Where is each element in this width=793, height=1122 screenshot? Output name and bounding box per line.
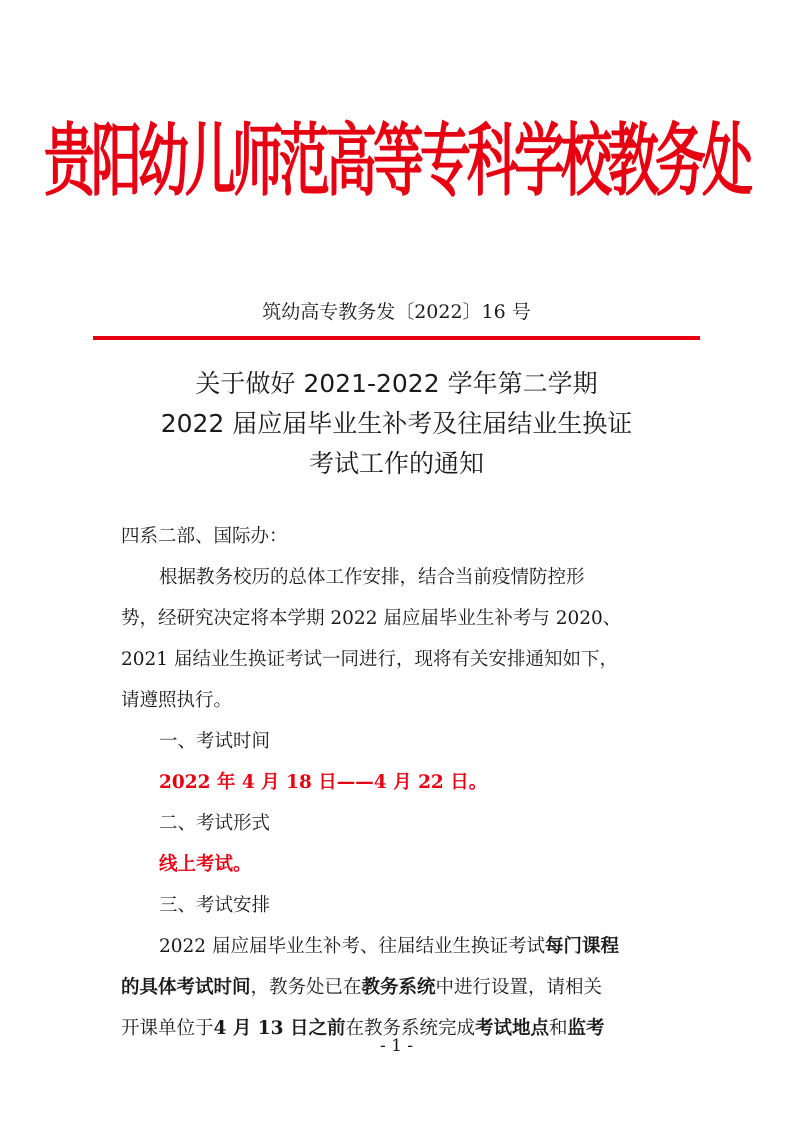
section-1-heading: 一、考试时间 xyxy=(159,731,271,752)
section-3-paragraph-line-1 xyxy=(159,932,619,962)
text-run: 2022 届应届毕业生补考、往届结业生换证考试 xyxy=(159,936,545,957)
intro-line-3: 2021 届结业生换证考试一同进行，现将有关安排通知如下， xyxy=(121,649,618,670)
section-3-paragraph-line-2 xyxy=(121,973,602,1003)
text-run: 和 xyxy=(549,1018,568,1039)
emphasis-each-course: 每门课程 xyxy=(544,936,619,957)
text-run: ，教务处已在 xyxy=(250,977,362,998)
section-2-exam-format: 线上考试。 xyxy=(159,854,252,875)
text-run: 在教务系统完成 xyxy=(345,1018,475,1039)
emphasis-exam-time: 的具体考试时间 xyxy=(121,977,251,998)
text-run: 中进行设置，请相关 xyxy=(435,977,603,998)
red-divider-rule xyxy=(93,336,700,340)
page-number: - 1 - xyxy=(379,1036,414,1056)
institution-header-title: 贵阳幼儿师范高等专科学校教务处 xyxy=(43,116,749,208)
emphasis-exam-location: 考试地点 xyxy=(474,1018,549,1039)
notice-title-line-3: 考试工作的通知 xyxy=(308,449,484,478)
section-3-heading: 三、考试安排 xyxy=(159,895,271,916)
emphasis-invigilation: 监考 xyxy=(567,1018,605,1039)
notice-title-line-1: 关于做好 2021-2022 学年第二学期 xyxy=(195,369,598,398)
intro-line-2: 势，经研究决定将本学期 2022 届应届毕业生补考与 2020、 xyxy=(121,608,622,629)
notice-title-line-2: 2022 届应届毕业生补考及往届结业生换证 xyxy=(160,409,633,438)
emphasis-academic-system: 教务系统 xyxy=(361,977,436,998)
document-number: 筑幼高专教务发〔2022〕16 号 xyxy=(262,301,531,323)
recipient-line: 四系二部、国际办： xyxy=(121,526,288,547)
emphasis-deadline: 4 月 13 日之前 xyxy=(213,1018,346,1039)
section-1-exam-dates: 2022 年 4 月 18 日——4 月 22 日。 xyxy=(159,772,488,793)
intro-line-1: 根据教务校历的总体工作安排，结合当前疫情防控形 xyxy=(159,567,585,588)
section-2-heading: 二、考试形式 xyxy=(159,813,271,834)
intro-line-4: 请遵照执行。 xyxy=(121,690,233,711)
text-run: 开课单位于 xyxy=(121,1018,214,1039)
